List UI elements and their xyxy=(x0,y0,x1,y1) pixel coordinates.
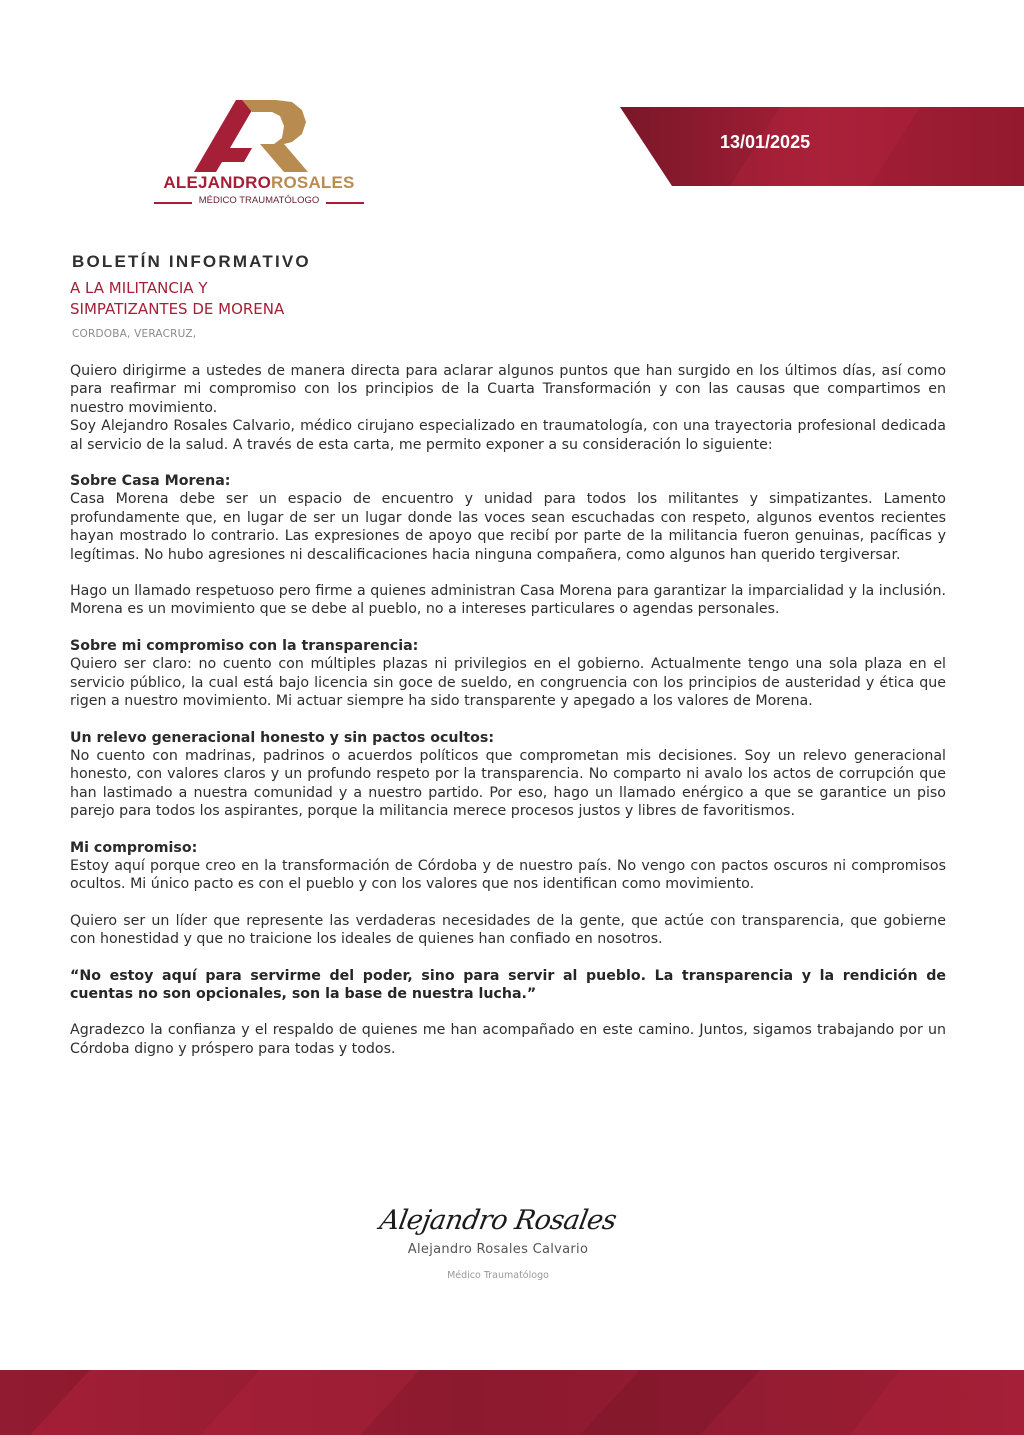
section-heading: Sobre mi compromiso con la transparencia: xyxy=(70,637,419,654)
brand-name: ALEJANDROROSALES xyxy=(163,173,355,192)
signature-block xyxy=(378,1205,618,1281)
paragraph: Agradezco la confianza y el respaldo de quienes me han acompañado en este camino. Juntos, sigamos trabajando por un Córdoba digno y próspero para todas y todos. xyxy=(70,1022,946,1057)
page-title: BOLETÍN INFORMATIVO xyxy=(72,252,311,271)
date-banner xyxy=(620,107,1024,186)
footer-band xyxy=(0,1370,1024,1435)
brand-subtitle: MÉDICO TRAUMATÓLOGO xyxy=(148,195,370,209)
paragraph: Quiero ser claro: no cuento con múltiples plazas ni privilegios en el gobierno. Actualmente tengo una sola plaza en el servicio público, la cual está bajo licencia sin goce de sueldo, en congruencia con los principios de austeridad y ética que rigen a nuestro movimiento. Mi actuar siempre ha sido transparente y apegado a los valores de Morena. xyxy=(70,656,946,710)
location-text: CORDOBA, VERACRUZ, xyxy=(72,328,197,340)
signer-role: Médico Traumatólogo xyxy=(447,1270,549,1281)
paragraph: Quiero dirigirme a ustedes de manera directa para aclarar algunos puntos que han surgido en los últimos días, así como para reafirmar mi compromiso con los principios de la Cuarta Transformación y con las causas que compartimos en nuestro movimiento. xyxy=(70,363,946,416)
addressee-line: A LA MILITANCIA Y xyxy=(70,279,208,297)
divider xyxy=(326,202,364,204)
paragraph: Hago un llamado respetuoso pero firme a quienes administran Casa Morena para garantizar la imparcialidad y la inclusión. Morena es un movimiento que se debe al pueblo, no a intereses particulares o agendas personales. xyxy=(70,583,946,618)
paragraph: Estoy aquí porque creo en la transformación de Córdoba y de nuestro país. No vengo con pactos oscuros ni compromisos ocultos. Mi único pacto es con el pueblo y con los valores que nos identifican como movimiento. xyxy=(70,857,946,893)
section-heading: Un relevo generacional honesto y sin pactos ocultos: xyxy=(70,729,495,746)
brand-logo xyxy=(148,96,370,214)
bulletin-date: 13/01/2025 xyxy=(720,132,811,152)
bulletin-header xyxy=(70,252,311,340)
quote: “No estoy aquí para servirme del poder, sino para servir al pueblo. La transparencia y la rendición de cuentas no son opcionales, son la base de nuestra lucha.” xyxy=(70,967,946,1002)
signer-name: Alejandro Rosales Calvario xyxy=(407,1242,589,1257)
letter-body xyxy=(70,362,946,1058)
paragraph: Quiero ser un líder que represente las verdaderas necesidades de la gente, que actúe con transparencia, que gobierne con honestidad y que no traicione los ideales de quienes han confiado en nosotros. xyxy=(70,912,946,948)
paragraph: Soy Alejandro Rosales Calvario, médico cirujano especializado en traumatología, con una trayectoria profesional dedicada al servicio de la salud. A través de esta carta, me permito exponer a su consideración lo siguiente: xyxy=(70,418,946,453)
addressee-line: SIMPATIZANTES DE MORENA xyxy=(70,300,285,318)
section-heading: Sobre Casa Morena: xyxy=(70,473,231,490)
handwritten-signature: Alejandro Rosales xyxy=(377,1205,619,1236)
section-heading: Mi compromiso: xyxy=(70,839,198,856)
ar-monogram-icon xyxy=(190,96,320,174)
paragraph: Casa Morena debe ser un espacio de encuentro y unidad para todos los militantes y simpatizantes. Lamento profundamente que, en lugar de ser un lugar donde las voces sean escuchadas con respeto, algunos eventos recientes hayan mostrado lo contrario. Las expresiones de apoyo que recibí por parte de la militancia fueron genuinas, pacíficas y legítimas. No hubo agresiones ni descalificaciones hacia ninguna compañera, como algunos han querido tergiversar. xyxy=(70,491,946,563)
paragraph: No cuento con madrinas, padrinos o acuerdos políticos que comprometan mis decisiones. Soy un relevo generacional honesto, con valores claros y un profundo respeto por la transparencia. No comparto ni avalo los actos de corrupción que han lastimado a nuestra comunidad y a nuestro partido. Por eso, hago un llamado enérgico a que se garantice un piso parejo para todos los aspirantes, porque la militancia merece procesos justos y libres de favoritismos. xyxy=(70,747,946,820)
